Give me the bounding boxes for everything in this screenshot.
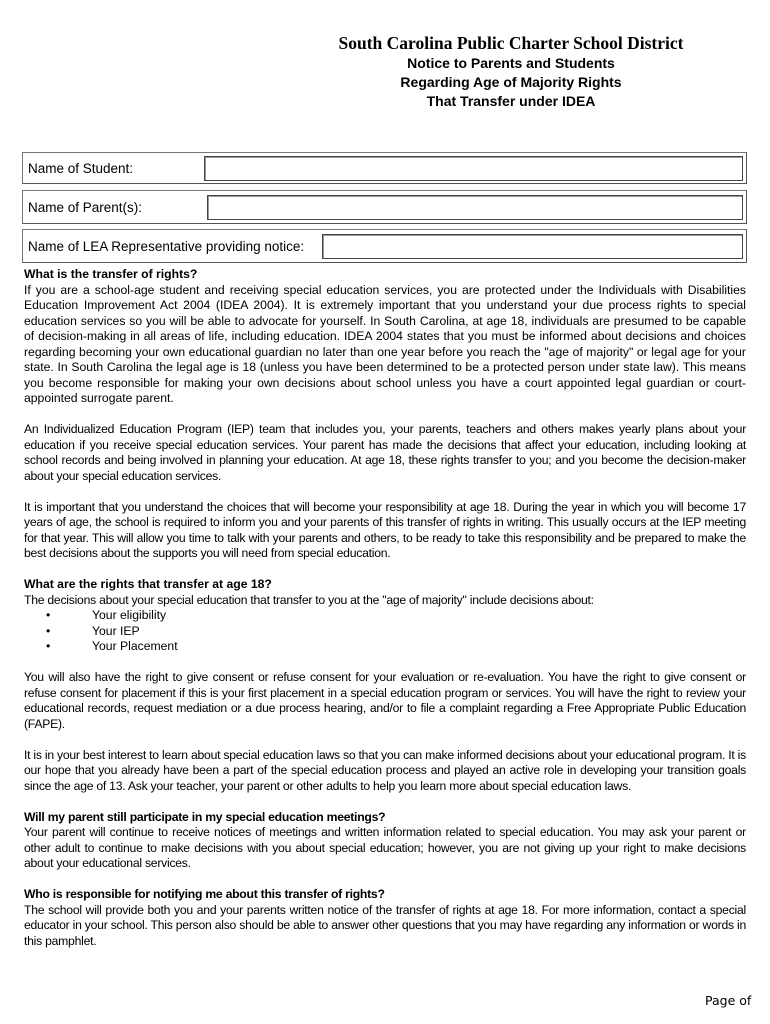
list-item-text: Your eligibility	[92, 608, 167, 622]
bullet-icon: •	[46, 639, 51, 653]
parent-name-field-box[interactable]	[207, 195, 743, 220]
lea-representative-row	[22, 229, 747, 263]
student-name-field-box[interactable]	[204, 156, 743, 181]
parent-name-label: Name of Parent(s):	[28, 200, 143, 215]
bullet-icon: •	[46, 623, 51, 638]
district-title: South Carolina Public Charter School District	[338, 33, 684, 53]
paragraph-rights-1: You will also have the right to give consent or refuse consent for your evaluation or re-evaluation. You have the right to give consent or refuse consent for placement if this is your first placement in a special education program or services. You will have the right to review your educational records, request mediation or a due process hearing, and/or to file a complaint regarding a Free Appropriate Public Education (FAPE).	[24, 670, 746, 731]
student-name-label: Name of Student:	[28, 161, 134, 176]
paragraph-rights-2: It is in your best interest to learn about special education laws so that you can make informed decisions about your educational program. It is our hope that you already have been a part of the special education process and played an active role in developing your transition goals since the age of 13. Ask your teacher, your parent or other adults to help you learn more about special education laws.	[24, 747, 746, 793]
rights-intro: The decisions about your special education that transfer to you at the "age of majority" include decisions about:	[24, 592, 594, 607]
list-item-text: Your Placement	[92, 639, 178, 653]
page-number: Page of	[705, 993, 752, 1008]
student-name-field[interactable]	[205, 157, 742, 180]
section-heading-rights: What are the rights that transfer at age 18?	[24, 577, 272, 591]
lea-representative-field[interactable]	[323, 235, 742, 258]
document-body	[24, 267, 746, 965]
section-heading-notify: Who is responsible for notifying me about this transfer of rights?	[24, 887, 385, 901]
notice-title-line-3: That Transfer under IDEA	[426, 93, 596, 109]
notice-title-line-2: Regarding Age of Majority Rights	[400, 74, 622, 90]
bullet-icon: •	[46, 608, 51, 622]
paragraph-parent: Your parent will continue to receive notices of meetings and written information related to special education. You may ask your parent or other adult to continue to make decisions with you about special education; however, you are not giving up your right to make decisions about your educational services.	[24, 825, 746, 870]
student-name-row	[22, 152, 747, 184]
lea-representative-label: Name of LEA Representative providing notice:	[28, 239, 305, 254]
list-item	[24, 608, 746, 624]
parent-name-field[interactable]	[208, 196, 742, 219]
section-heading-parent: Will my parent still participate in my special education meetings?	[24, 809, 386, 824]
list-item-text: Your IEP	[92, 623, 140, 638]
lea-representative-field-box[interactable]	[322, 234, 743, 259]
list-item	[24, 624, 746, 640]
section-heading-transfer: What is the transfer of rights?	[24, 267, 198, 281]
list-item	[24, 639, 746, 655]
paragraph-transfer-3: It is important that you understand the choices that will become your responsibility at age 18. During the year in which you will become 17 years of age, the school is required to inform you and your parents of this transfer of rights in writing. This usually occurs at the IEP meeting for that year. This will allow you time to talk with your parents and others, to be ready to take this responsibility and be prepared to make the best decisions about the supports you will need from special education.	[24, 499, 746, 560]
paragraph-notify: The school will provide both you and your parents written notice of the transfer of rights at age 18. For more information, contact a special educator in your school. This person also should be able to answer other questions that you may have regarding any information or words in this pamphlet.	[24, 902, 746, 948]
paragraph-transfer-1: If you are a school-age student and receiving special education services, you are protected under the Individuals with Disabilities Education Improvement Act 2004 (IDEA 2004). It is extremely important that you understand your due process rights to special education services so you will be able to advocate for yourself. In South Carolina, at age 18, individuals are presumed to be capable of decision-making in all areas of life, including education. IDEA 2004 states that you must be informed about decisions and choices regarding becoming your own educational guardian no later than one year before you reach the "age of majority" or legal age for your state. In South Carolina the legal age is 18 (unless you have been determined to be a protected person under state law). This means you become responsible for making your own decisions about school unless you have a court appointed legal guardian or court-appointed surrogate parent.	[24, 282, 746, 405]
notice-title-line-1: Notice to Parents and Students	[407, 55, 615, 71]
parent-name-row	[22, 190, 747, 224]
paragraph-transfer-2: An Individualized Education Program (IEP) team that includes you, your parents, teachers and others makes yearly plans about your education if you receive special education services. Your parent has made the decisions that affect your education, including looking at school records and being involved in planning your education. At age 18, these rights transfer to you; and you become the decision-maker about your special education services.	[24, 422, 746, 483]
rights-list	[24, 608, 746, 655]
